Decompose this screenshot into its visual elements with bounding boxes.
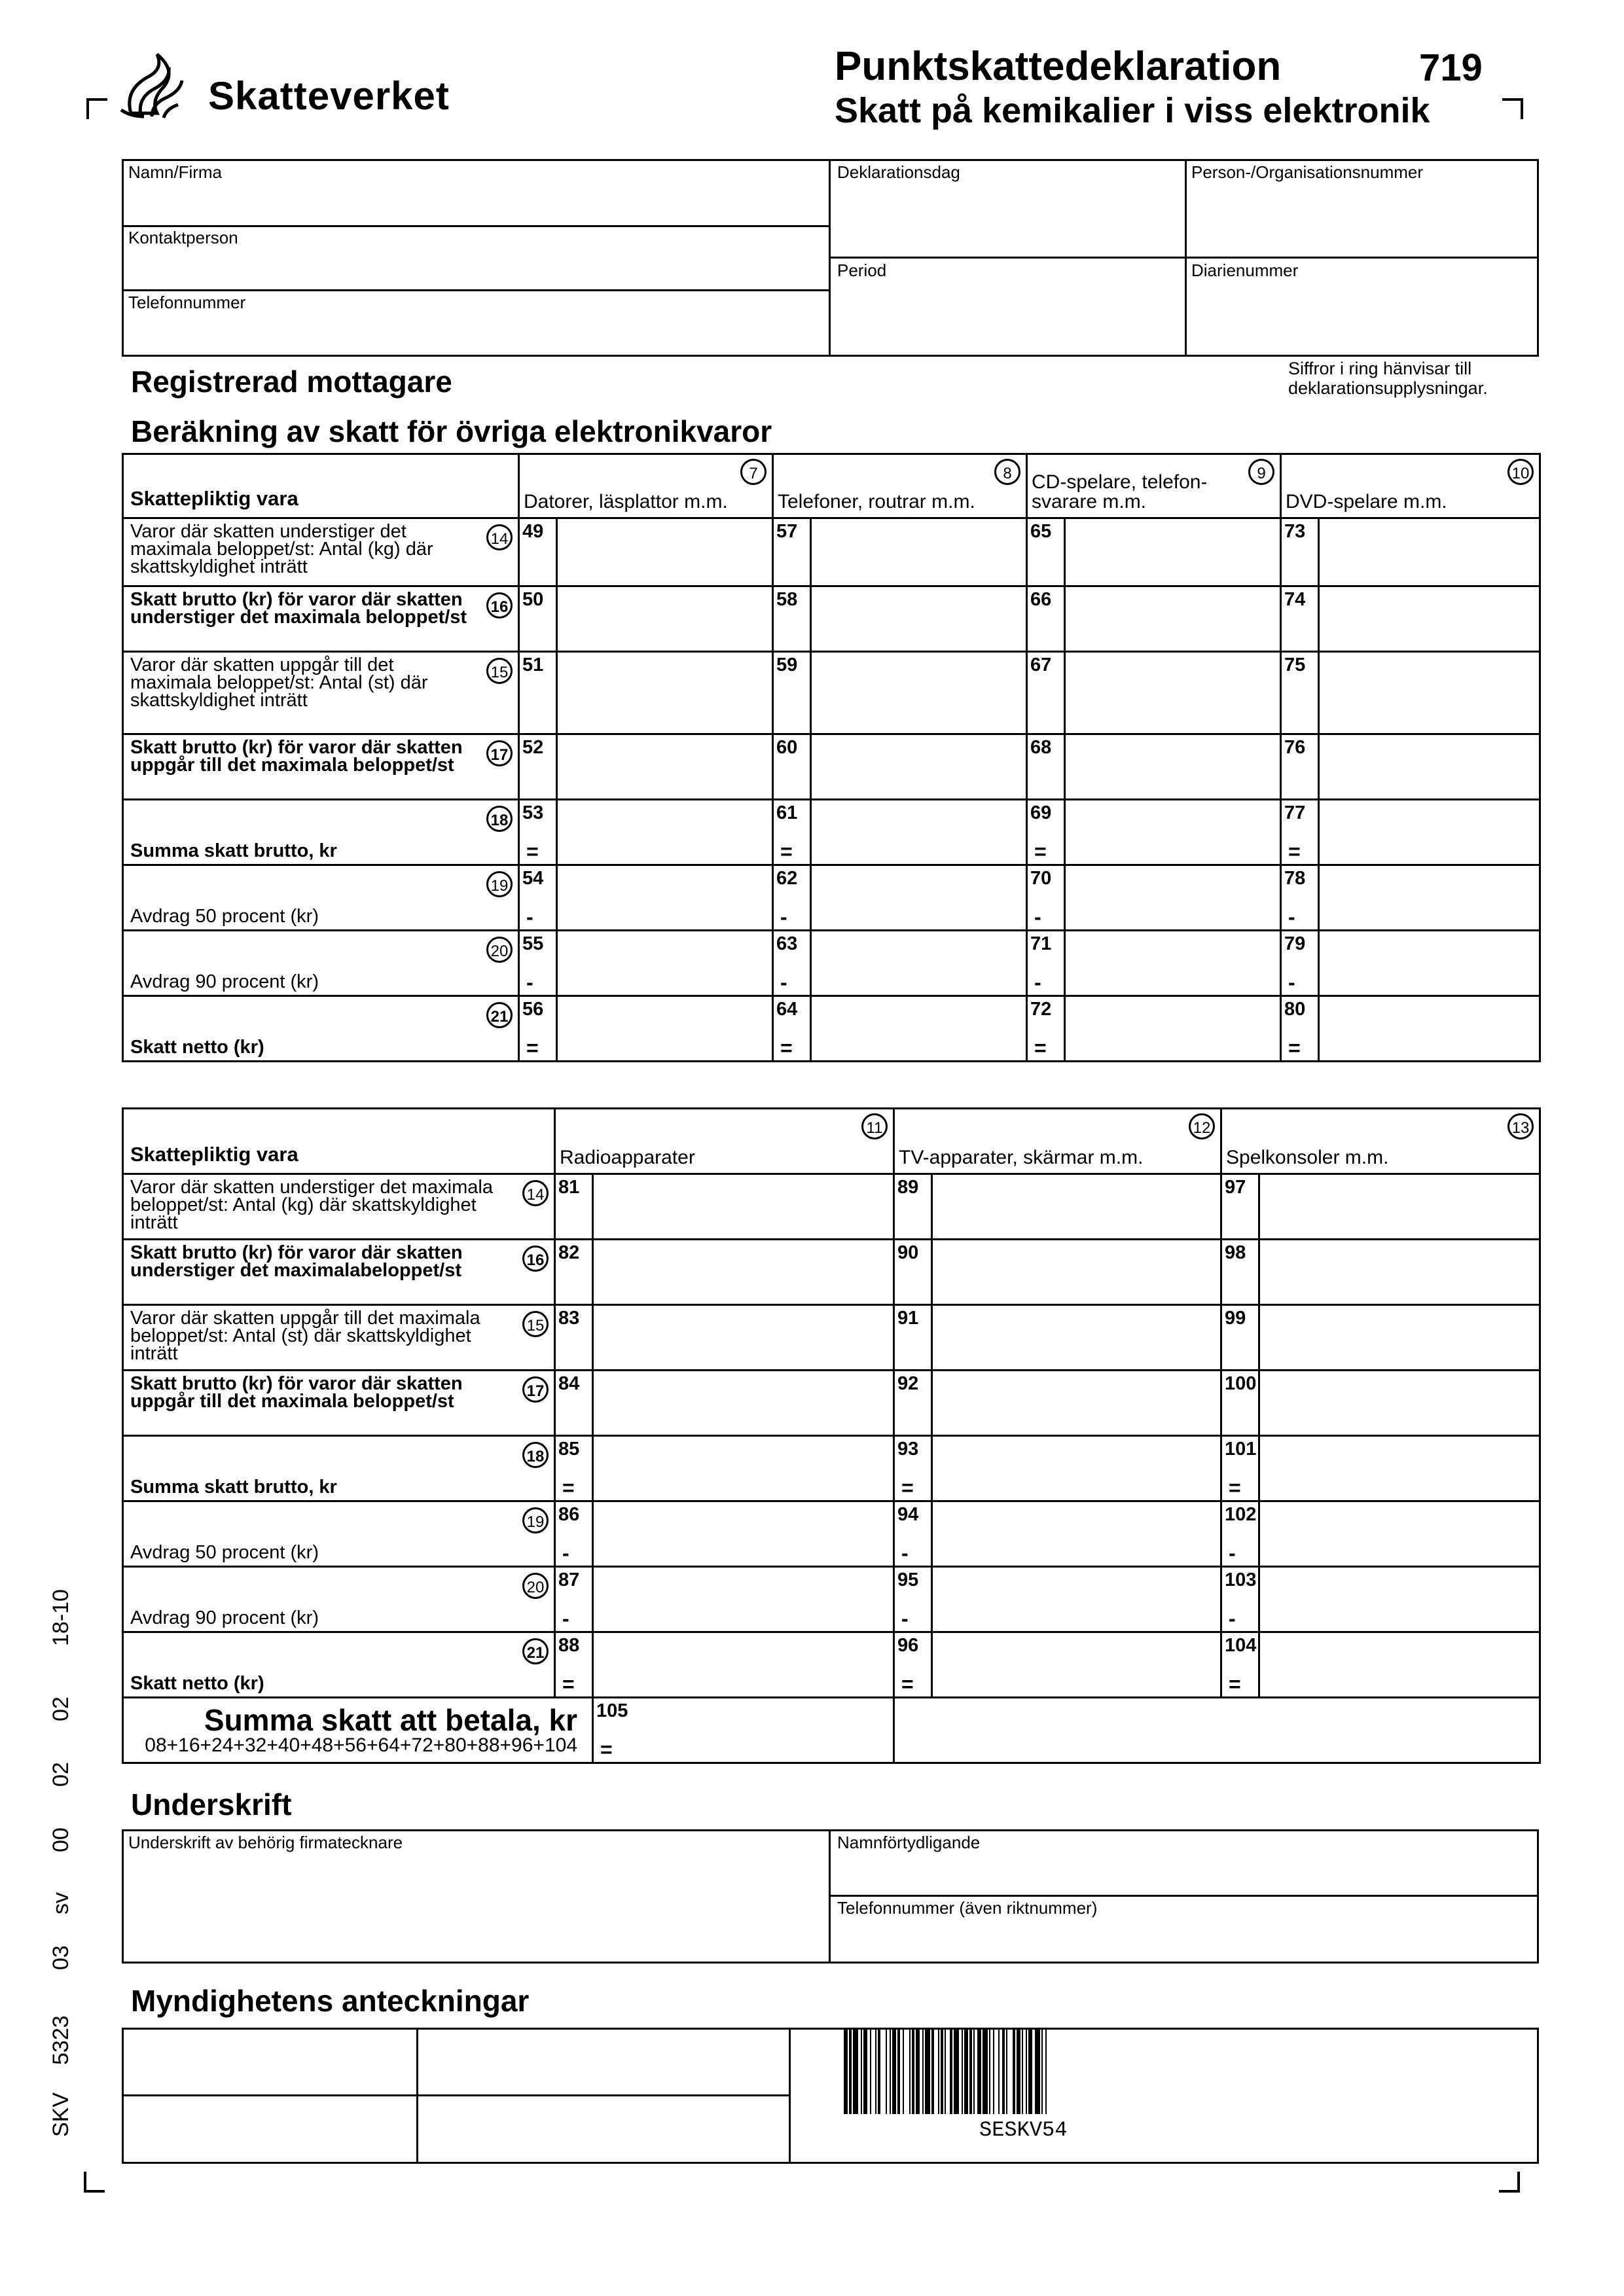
amount-input[interactable] (1259, 1371, 1540, 1436)
field-number: 99 (1221, 1305, 1259, 1371)
amount-input[interactable] (932, 1567, 1221, 1632)
row-label: Varor där skatten uppgår till det maximala beloppet/st: Antal (st) där skattskyldighet inträtt 15 (123, 652, 519, 734)
ref-circle: 20 (486, 937, 513, 963)
amount-input[interactable] (932, 1501, 1221, 1567)
row-label: Skatt netto (kr) 21 (123, 996, 519, 1062)
barcode-bar (989, 2029, 990, 2114)
col-dvd-players: DVD-spelare m.m. 10 (1281, 454, 1540, 518)
barcode-bar (962, 2029, 963, 2114)
field-number: 72 = (1027, 996, 1065, 1062)
row-label: Skatt brutto (kr) för varor där skatten uppgår till det maximala beloppet/st 17 (123, 1371, 555, 1436)
amount-input[interactable] (1065, 518, 1281, 586)
amount-input[interactable] (1259, 1567, 1540, 1632)
row-label: Avdrag 90 procent (kr) 20 (123, 1567, 555, 1632)
amount-input[interactable] (557, 518, 773, 586)
barcode-bar (897, 2029, 900, 2114)
total-label: Summa skatt att betala, kr 08+16+24+32+40+48+56+64+72+80+88+96+104 (123, 1698, 593, 1763)
field-number: 102 - (1221, 1501, 1259, 1567)
amount-input[interactable] (1259, 1305, 1540, 1371)
amount-input[interactable] (932, 1305, 1221, 1371)
amount-input[interactable] (1259, 1174, 1540, 1240)
barcode-bar (844, 2029, 848, 2114)
field-number: 78 - (1281, 865, 1319, 931)
amount-input[interactable] (811, 586, 1027, 652)
contact-field[interactable]: Kontaktperson (128, 228, 238, 247)
amount-input[interactable] (811, 800, 1027, 865)
amount-input[interactable] (1259, 1240, 1540, 1305)
barcode (841, 2029, 1234, 2114)
field-number: 77 = (1281, 800, 1319, 865)
divider (122, 2094, 789, 2096)
row-label: Skatt brutto (kr) för varor där skatten understiger det maximala beloppet/st 16 (123, 586, 519, 652)
form-subtitle: Skatt på kemikalier i viss elektronik (835, 91, 1430, 130)
ref-circle: 15 (486, 658, 513, 684)
row-label: Varor där skatten understiger det maximala beloppet/st: Antal (kg) där skattskyldighet inträtt 14 (123, 1174, 555, 1240)
barcode-bar (983, 2029, 988, 2114)
barcode-bar (993, 2029, 994, 2114)
amount-input[interactable] (1065, 996, 1281, 1062)
amount-input[interactable] (1065, 652, 1281, 734)
crop-mark-bottom-right (1499, 2172, 1520, 2193)
form-number: 719 (1419, 46, 1483, 89)
field-number: 60 (773, 734, 811, 800)
amount-input[interactable] (1065, 586, 1281, 652)
table-row (123, 734, 1540, 800)
margin-code-part: SKV (48, 2092, 73, 2137)
table-row (123, 1305, 1540, 1371)
crop-mark-top-right (1502, 98, 1523, 119)
barcode-bar (912, 2029, 914, 2114)
table2-head-label: Skattepliktig vara (123, 1109, 555, 1174)
table-row (123, 1174, 1540, 1240)
amount-input[interactable] (932, 1632, 1221, 1698)
amount-input[interactable] (811, 518, 1027, 586)
divider (829, 1895, 1539, 1897)
amount-input[interactable] (593, 1371, 894, 1436)
barcode-bar (977, 2029, 981, 2114)
barcode-bar (938, 2029, 939, 2114)
field-number: 101 = (1221, 1436, 1259, 1501)
amount-input[interactable] (811, 652, 1027, 734)
barcode-bar (892, 2029, 896, 2114)
amount-input[interactable] (593, 1305, 894, 1371)
barcode-bar (941, 2029, 943, 2114)
amount-input[interactable] (1065, 734, 1281, 800)
row-label: Avdrag 90 procent (kr) 20 (123, 931, 519, 996)
barcode-bar (878, 2029, 880, 2114)
amount-input[interactable] (1319, 586, 1540, 652)
field-number: 66 (1027, 586, 1065, 652)
row-label: Avdrag 50 procent (kr) 19 (123, 865, 519, 931)
barcode-bar (950, 2029, 952, 2114)
ref-circle: 8 (994, 459, 1020, 485)
amount-input[interactable] (593, 1174, 894, 1240)
margin-code-part: 03 (48, 1945, 73, 1970)
barcode-bar (954, 2029, 959, 2114)
table-row (123, 1371, 1540, 1436)
col-game-consoles: Spelkonsoler m.m. 13 (1221, 1109, 1540, 1174)
amount-input[interactable] (1259, 1501, 1540, 1567)
field-number: 86 - (555, 1501, 593, 1567)
table-row (123, 931, 1540, 996)
barcode-bar (1017, 2029, 1020, 2114)
tax-table-2 (122, 1107, 1541, 1764)
ref-circle: 20 (522, 1573, 549, 1599)
crop-mark-bottom-left (84, 2172, 105, 2193)
amount-input[interactable] (557, 652, 773, 734)
ref-circle: 17 (486, 740, 513, 766)
barcode-bar (1045, 2029, 1047, 2114)
authority-notes-heading: Myndighetens anteckningar (131, 1984, 530, 2018)
ref-circle: 7 (740, 459, 767, 485)
ref-circle: 10 (1507, 459, 1534, 485)
amount-input[interactable] (1065, 865, 1281, 931)
table-row (123, 865, 1540, 931)
col-tv-screens: TV-apparater, skärmar m.m. 12 (894, 1109, 1221, 1174)
org-number-field[interactable]: Person-/Organisationsnummer (1191, 162, 1424, 182)
total-amount-input[interactable] (894, 1698, 1540, 1763)
table-row (123, 996, 1540, 1062)
barcode-bar (903, 2029, 904, 2114)
barcode-bar (861, 2029, 862, 2114)
field-number: 81 (555, 1174, 593, 1240)
barcode-bar (969, 2029, 972, 2114)
barcode-bar (1035, 2029, 1040, 2114)
field-number: 100 (1221, 1371, 1259, 1436)
field-number: 76 (1281, 734, 1319, 800)
amount-input[interactable] (811, 931, 1027, 996)
field-number: 57 (773, 518, 811, 586)
field-number: 88 = (555, 1632, 593, 1698)
barcode-bar (1006, 2029, 1007, 2114)
field-number: 62 - (773, 865, 811, 931)
barcode-text: SESKV54 (975, 2118, 1071, 2142)
barcode-bar (890, 2029, 891, 2114)
amount-input[interactable] (1319, 800, 1540, 865)
barcode-bar (909, 2029, 911, 2114)
margin-code-part: sv (48, 1892, 73, 1914)
ref-circle: 18 (486, 806, 513, 832)
signature-heading: Underskrift (131, 1787, 292, 1821)
amount-input[interactable] (1065, 800, 1281, 865)
field-number: 53 = (519, 800, 557, 865)
name-clarification-field[interactable]: Namnförtydligande (837, 1833, 981, 1852)
barcode-bar (1002, 2029, 1005, 2114)
field-number: 58 (773, 586, 811, 652)
col-cd-players: CD-spelare, telefon-svarare m.m. 9 (1027, 454, 1281, 518)
margin-code-part: 02 (48, 1762, 73, 1787)
ref-circle: 18 (522, 1442, 549, 1468)
amount-input[interactable] (1259, 1436, 1540, 1501)
total-row (123, 1698, 1540, 1763)
amount-input[interactable] (1319, 518, 1540, 586)
amount-input[interactable] (557, 800, 773, 865)
divider (122, 225, 830, 227)
signature-field[interactable]: Underskrift av behörig firmatecknare (128, 1833, 403, 1852)
amount-input[interactable] (557, 996, 773, 1062)
field-number: 67 (1027, 652, 1065, 734)
ref-circle: 21 (522, 1638, 549, 1664)
name-field[interactable]: Namn/Firma (128, 162, 223, 182)
field-number: 73 (1281, 518, 1319, 586)
field-number: 69 = (1027, 800, 1065, 865)
col-phones: Telefoner, routrar m.m. 8 (773, 454, 1027, 518)
ref-circle: 19 (486, 871, 513, 897)
field-number: 95 - (894, 1567, 932, 1632)
table-row (123, 1240, 1540, 1305)
field-number: 85 = (555, 1436, 593, 1501)
barcode-bar (998, 2029, 1000, 2114)
barcode-bar (973, 2029, 975, 2114)
barcode-bar (964, 2029, 968, 2114)
field-number: 97 (1221, 1174, 1259, 1240)
amount-input[interactable] (593, 1240, 894, 1305)
barcode-bar (886, 2029, 887, 2114)
table1-head-label: Skattepliktig vara (123, 454, 519, 518)
field-number: 59 (773, 652, 811, 734)
row-label: Skatt netto (kr) 21 (123, 1632, 555, 1698)
amount-input[interactable] (1319, 996, 1540, 1062)
field-number: 51 (519, 652, 557, 734)
brand-name: Skatteverket (208, 74, 450, 118)
divider (829, 257, 1539, 259)
table-row (123, 518, 1540, 586)
amount-input[interactable] (593, 1436, 894, 1501)
barcode-bar (853, 2029, 858, 2114)
field-number: 64 = (773, 996, 811, 1062)
field-number: 74 (1281, 586, 1319, 652)
table-row (123, 586, 1540, 652)
field-number: 71 - (1027, 931, 1065, 996)
field-number: 68 (1027, 734, 1065, 800)
barcode-bar (863, 2029, 867, 2114)
amount-input[interactable] (593, 1632, 894, 1698)
registered-receiver-heading: Registrerad mottagare (131, 365, 452, 399)
barcode-bar (925, 2029, 930, 2114)
ref-circle: 14 (486, 524, 513, 550)
field-number: 61 = (773, 800, 811, 865)
field-number: 105 = (593, 1698, 894, 1763)
ref-circle: 14 (522, 1180, 549, 1206)
row-label: Summa skatt brutto, kr 18 (123, 800, 519, 865)
field-number: 93 = (894, 1436, 932, 1501)
margin-code-part: 18-10 (48, 1589, 73, 1646)
field-number: 52 (519, 734, 557, 800)
barcode-bar (916, 2029, 920, 2114)
amount-input[interactable] (593, 1501, 894, 1567)
amount-input[interactable] (593, 1567, 894, 1632)
field-number: 92 (894, 1371, 932, 1436)
declaration-day-field[interactable]: Deklarationsdag (837, 162, 960, 182)
field-number: 79 - (1281, 931, 1319, 996)
col-computers: Datorer, läsplattor m.m. 7 (519, 454, 773, 518)
amount-input[interactable] (1319, 734, 1540, 800)
ref-circle: 13 (1507, 1113, 1534, 1139)
field-number: 70 - (1027, 865, 1065, 931)
barcode-bar (875, 2029, 876, 2114)
tax-table-1 (122, 453, 1541, 1062)
circle-reference-note: Siffror i ring hänvisar till deklarationsupplysningar. (1288, 359, 1488, 398)
row-label: Varor där skatten uppgår till det maximala beloppet/st: Antal (st) där skattskyldighet inträtt 15 (123, 1305, 555, 1371)
amount-input[interactable] (932, 1174, 1221, 1240)
table-row (123, 800, 1540, 865)
ref-circle: 16 (486, 592, 513, 619)
table-row (123, 1436, 1540, 1501)
amount-input[interactable] (932, 1436, 1221, 1501)
field-number: 80 = (1281, 996, 1319, 1062)
ref-circle: 11 (861, 1113, 888, 1139)
diary-number-field[interactable]: Diarienummer (1191, 260, 1299, 280)
ref-circle: 15 (522, 1311, 549, 1337)
barcode-bar (1026, 2029, 1027, 2114)
col-radios: Radioapparater 11 (555, 1109, 894, 1174)
amount-input[interactable] (1259, 1632, 1540, 1698)
crop-mark-top-left (86, 98, 107, 119)
field-number: 54 - (519, 865, 557, 931)
table-row (123, 1567, 1540, 1632)
field-number: 104 = (1221, 1632, 1259, 1698)
row-label: Avdrag 50 procent (kr) 19 (123, 1501, 555, 1567)
form-title: Punktskattedeklaration (835, 44, 1282, 89)
field-number: 83 (555, 1305, 593, 1371)
row-label: Skatt brutto (kr) för varor där skatten uppgår till det maximala beloppet/st 17 (123, 734, 519, 800)
amount-input[interactable] (1319, 652, 1540, 734)
amount-input[interactable] (557, 734, 773, 800)
skatteverket-logo-icon (118, 51, 190, 123)
field-number: 63 - (773, 931, 811, 996)
row-label: Skatt brutto (kr) för varor där skatten understiger det maximalabeloppet/st 16 (123, 1240, 555, 1305)
ref-circle: 12 (1189, 1113, 1215, 1139)
barcode-bar (1022, 2029, 1023, 2114)
ref-circle: 21 (486, 1002, 513, 1028)
barcode-bar (931, 2029, 934, 2114)
ref-circle: 19 (522, 1507, 549, 1534)
field-number: 56 = (519, 996, 557, 1062)
amount-input[interactable] (557, 586, 773, 652)
field-number: 65 (1027, 518, 1065, 586)
table-row (123, 1501, 1540, 1567)
period-field[interactable]: Period (837, 260, 887, 280)
barcode-bar (945, 2029, 946, 2114)
calculation-heading: Beräkning av skatt för övriga elektronikvaror (131, 414, 772, 448)
amount-input[interactable] (557, 865, 773, 931)
margin-code-part: 02 (48, 1696, 73, 1721)
ref-circle: 9 (1248, 459, 1274, 485)
table-row (123, 1632, 1540, 1698)
amount-input[interactable] (932, 1240, 1221, 1305)
amount-input[interactable] (557, 931, 773, 996)
barcode-bar (1041, 2029, 1043, 2114)
barcode-bar (849, 2029, 852, 2114)
field-number: 75 (1281, 652, 1319, 734)
field-number: 103 - (1221, 1567, 1259, 1632)
phone-field[interactable]: Telefonnummer (128, 293, 246, 312)
field-number: 94 - (894, 1501, 932, 1567)
signer-phone-field[interactable]: Telefonnummer (även riktnummer) (837, 1898, 1098, 1918)
amount-input[interactable] (811, 996, 1027, 1062)
field-number: 89 (894, 1174, 932, 1240)
divider (122, 289, 830, 291)
barcode-bar (1013, 2029, 1015, 2114)
table-row (123, 652, 1540, 734)
field-number: 50 (519, 586, 557, 652)
amount-input[interactable] (1319, 931, 1540, 996)
field-number: 84 (555, 1371, 593, 1436)
field-number: 91 (894, 1305, 932, 1371)
margin-code-part: 5323 (48, 2015, 73, 2065)
barcode-bar (1028, 2029, 1032, 2114)
row-label: Varor där skatten understiger det maximala beloppet/st: Antal (kg) där skattskyldighet inträtt 14 (123, 518, 519, 586)
amount-input[interactable] (1065, 931, 1281, 996)
field-number: 87 - (555, 1567, 593, 1632)
margin-code-part: 00 (48, 1827, 73, 1852)
amount-input[interactable] (811, 865, 1027, 931)
field-number: 55 - (519, 931, 557, 996)
field-number: 96 = (894, 1632, 932, 1698)
barcode-bar (870, 2029, 871, 2114)
amount-input[interactable] (932, 1371, 1221, 1436)
field-number: 82 (555, 1240, 593, 1305)
field-number: 49 (519, 518, 557, 586)
ref-circle: 16 (522, 1246, 549, 1272)
amount-input[interactable] (811, 734, 1027, 800)
ref-circle: 17 (522, 1376, 549, 1403)
row-label: Summa skatt brutto, kr 18 (123, 1436, 555, 1501)
field-number: 98 (1221, 1240, 1259, 1305)
amount-input[interactable] (1319, 865, 1540, 931)
field-number: 90 (894, 1240, 932, 1305)
barcode-bar (922, 2029, 924, 2114)
